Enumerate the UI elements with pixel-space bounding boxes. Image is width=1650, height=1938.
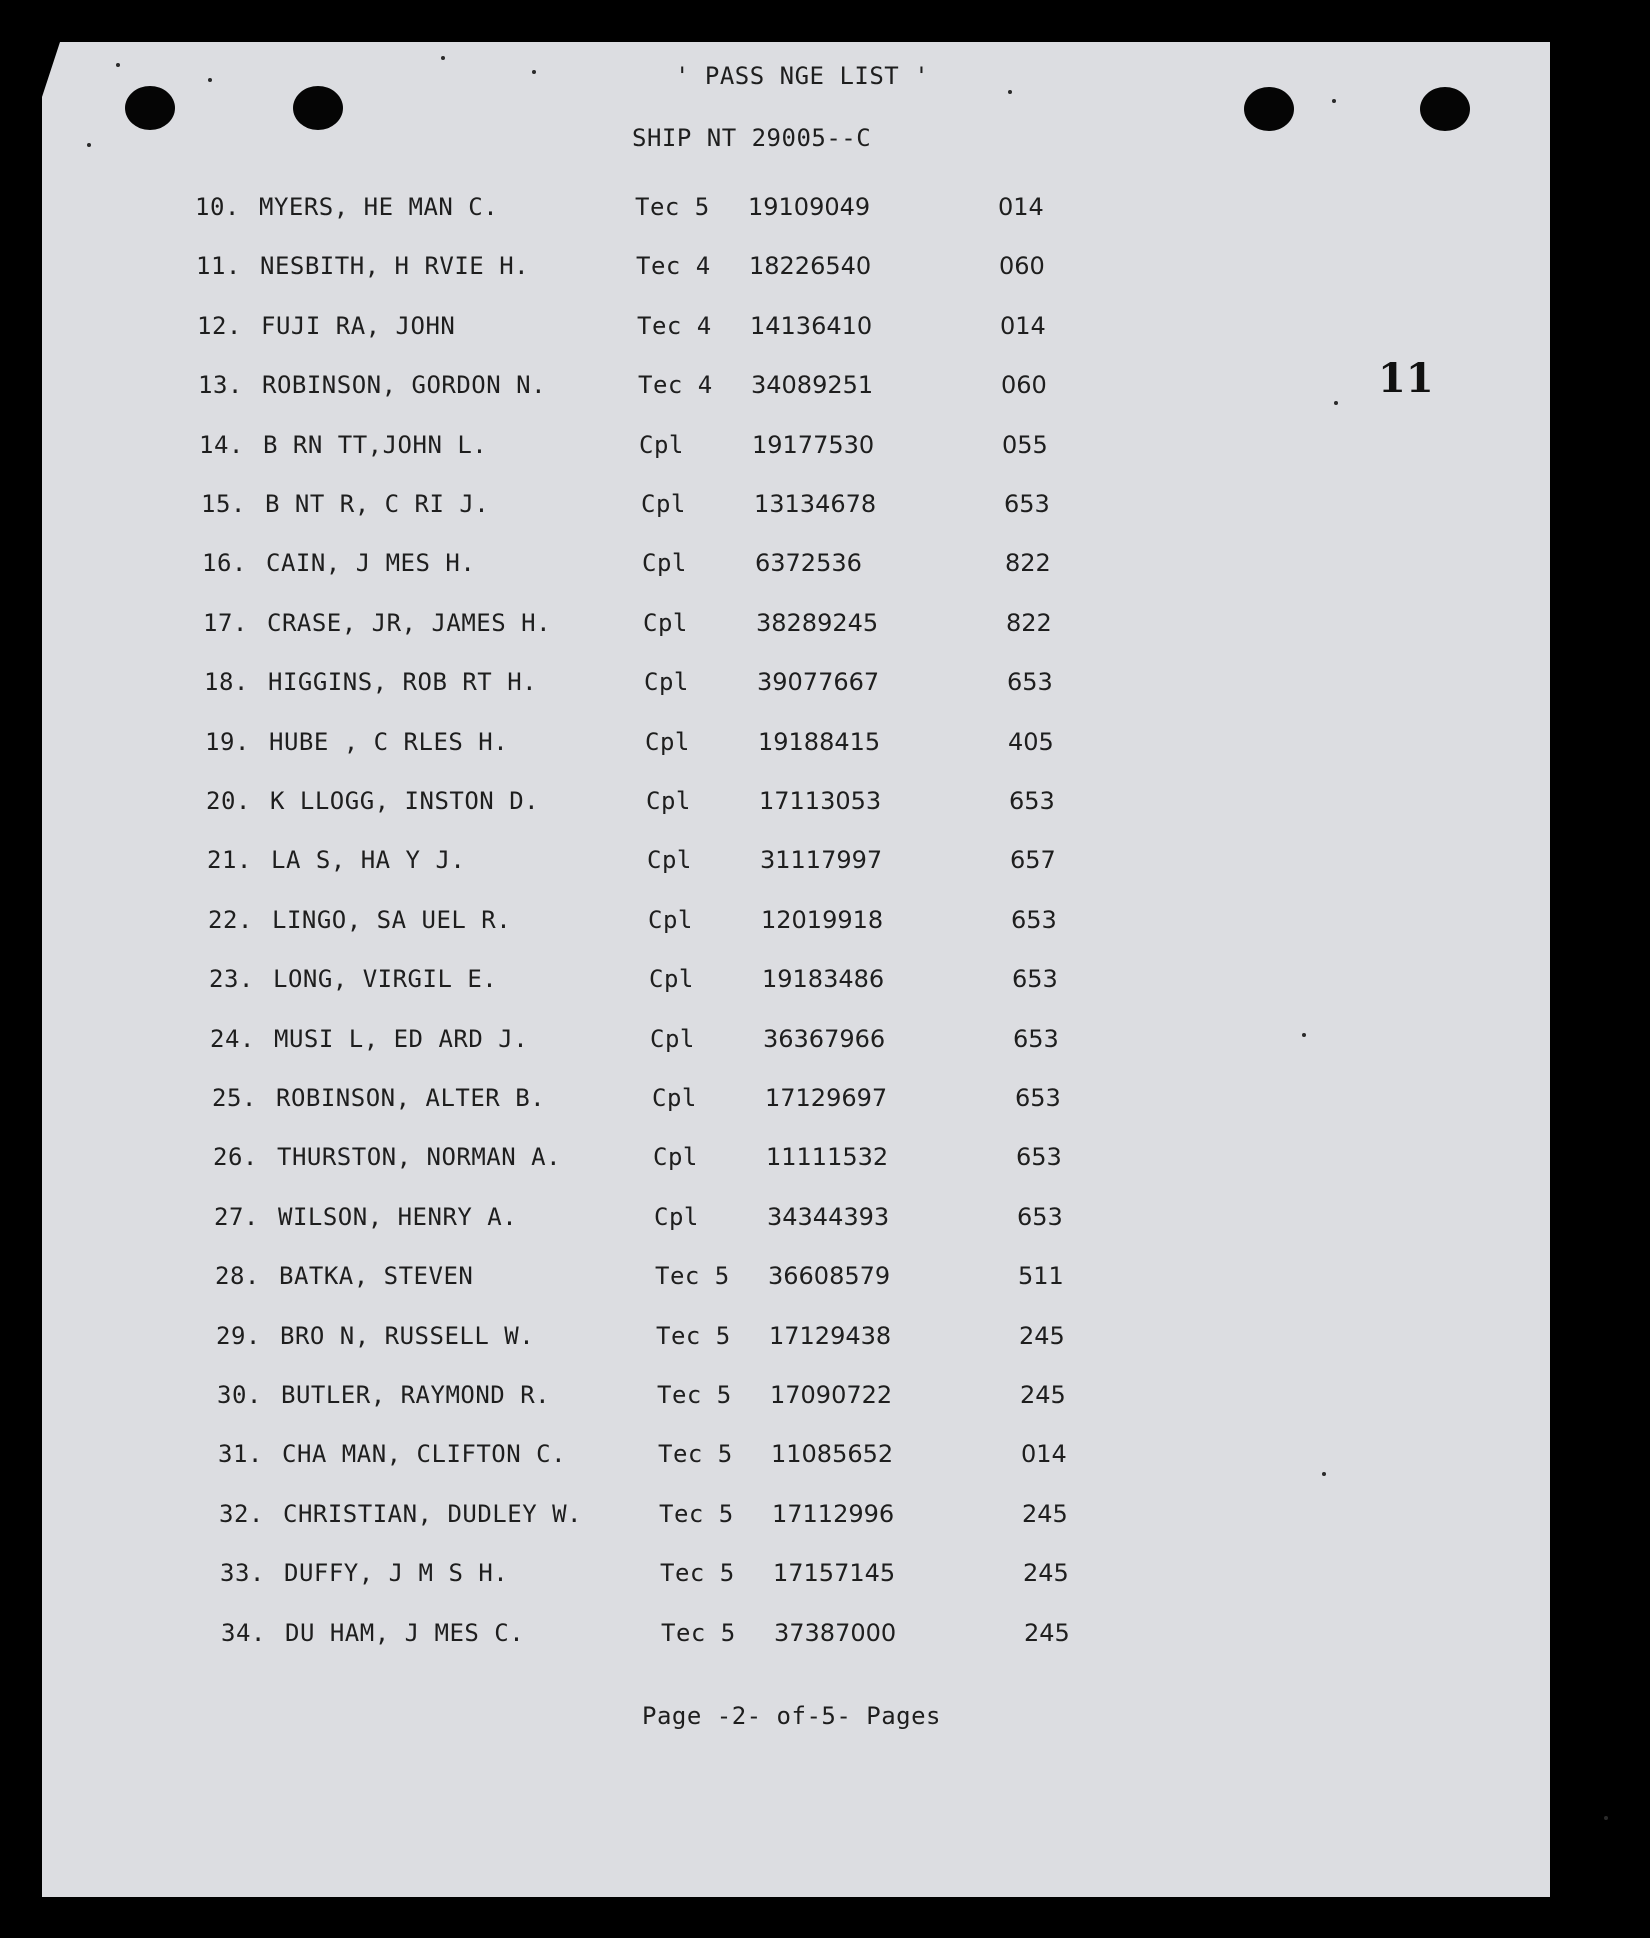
passenger-name: MUSI L, ED ARD J.	[274, 1025, 529, 1053]
passenger-name: DUFFY, J M S H.	[284, 1559, 509, 1587]
passenger-name: BUTLER, RAYMOND R.	[281, 1381, 551, 1409]
serial-number: 11111532	[766, 1143, 889, 1171]
serial-number: 17090722	[770, 1381, 893, 1409]
row-number: 27.	[214, 1203, 259, 1231]
serial-number: 6372536	[755, 549, 862, 577]
mos-code: 822	[1005, 549, 1051, 577]
passenger-rank: Tec 5	[657, 1381, 732, 1409]
table-row	[213, 1143, 1133, 1177]
serial-number: 19188415	[758, 728, 881, 756]
row-number: 32.	[219, 1500, 264, 1528]
serial-number: 13134678	[754, 490, 877, 518]
passenger-rank: Tec 4	[637, 312, 712, 340]
row-number: 34.	[221, 1619, 266, 1647]
serial-number: 39077667	[757, 668, 880, 696]
mos-code: 014	[998, 193, 1044, 221]
row-number: 26.	[213, 1143, 258, 1171]
serial-number: 36608579	[768, 1262, 891, 1290]
table-row	[203, 609, 1123, 643]
passenger-rank: Tec 5	[635, 193, 710, 221]
row-number: 12.	[197, 312, 242, 340]
passenger-name: WILSON, HENRY A.	[278, 1203, 518, 1231]
row-number: 16.	[202, 549, 247, 577]
serial-number: 34089251	[751, 371, 874, 399]
passenger-name: HUBE , C RLES H.	[269, 728, 509, 756]
mos-code: 653	[1016, 1143, 1062, 1171]
passenger-rank: Cpl	[649, 965, 694, 993]
row-number: 23.	[209, 965, 254, 993]
table-row	[202, 549, 1122, 583]
row-number: 13.	[198, 371, 243, 399]
passenger-rank: Cpl	[652, 1084, 697, 1112]
passenger-name: B NT R, C RI J.	[265, 490, 490, 518]
serial-number: 17129438	[769, 1322, 892, 1350]
passenger-rank: Tec 5	[659, 1500, 734, 1528]
table-row	[217, 1381, 1137, 1415]
row-number: 20.	[206, 787, 251, 815]
table-row	[214, 1203, 1134, 1237]
passenger-name: CHRISTIAN, DUDLEY W.	[283, 1500, 582, 1528]
mos-code: 653	[1012, 965, 1058, 993]
serial-number: 36367966	[763, 1025, 886, 1053]
serial-number: 19183486	[762, 965, 885, 993]
row-number: 25.	[212, 1084, 257, 1112]
passenger-name: LINGO, SA UEL R.	[272, 906, 512, 934]
passenger-name: BRO N, RUSSELL W.	[280, 1322, 535, 1350]
row-number: 18.	[204, 668, 249, 696]
serial-number: 31117997	[760, 846, 883, 874]
passenger-rank: Cpl	[639, 431, 684, 459]
mos-code: 245	[1019, 1322, 1065, 1350]
table-row	[212, 1084, 1132, 1118]
mos-code: 405	[1008, 728, 1054, 756]
passenger-rank: Tec 4	[638, 371, 713, 399]
shipment-number: SHIP NT 29005--C	[632, 124, 872, 152]
mos-code: 822	[1006, 609, 1052, 637]
table-row	[219, 1500, 1139, 1534]
passenger-name: CAIN, J MES H.	[266, 549, 476, 577]
passenger-rank: Cpl	[650, 1025, 695, 1053]
serial-number: 17157145	[773, 1559, 896, 1587]
serial-number: 19177530	[752, 431, 875, 459]
passenger-rank: Cpl	[641, 490, 686, 518]
table-row	[207, 846, 1127, 880]
page-stamp-number: 11	[1378, 355, 1434, 402]
mos-code: 653	[1007, 668, 1053, 696]
passenger-name: CRASE, JR, JAMES H.	[267, 609, 552, 637]
table-row	[205, 728, 1125, 762]
row-number: 14.	[199, 431, 244, 459]
passenger-name: LONG, VIRGIL E.	[273, 965, 498, 993]
table-row	[199, 431, 1119, 465]
mos-code: 014	[1021, 1440, 1067, 1468]
row-number: 10.	[195, 193, 240, 221]
passenger-rank: Cpl	[646, 787, 691, 815]
mos-code: 245	[1024, 1619, 1070, 1647]
passenger-name: BATKA, STEVEN	[279, 1262, 474, 1290]
table-row	[210, 1025, 1130, 1059]
table-row	[195, 193, 1115, 227]
serial-number: 19109049	[748, 193, 871, 221]
passenger-name: ROBINSON, ALTER B.	[276, 1084, 546, 1112]
passenger-rank: Cpl	[642, 549, 687, 577]
row-number: 28.	[215, 1262, 260, 1290]
row-number: 33.	[220, 1559, 265, 1587]
mos-code: 055	[1002, 431, 1048, 459]
passenger-name: THURSTON, NORMAN A.	[277, 1143, 562, 1171]
passenger-rank: Tec 4	[636, 252, 711, 280]
row-number: 17.	[203, 609, 248, 637]
passenger-rank: Cpl	[653, 1143, 698, 1171]
serial-number: 12019918	[761, 906, 884, 934]
passenger-name: HIGGINS, ROB RT H.	[268, 668, 538, 696]
passenger-rank: Cpl	[654, 1203, 699, 1231]
passenger-rank: Tec 5	[655, 1262, 730, 1290]
table-row	[201, 490, 1121, 524]
passenger-name: MYERS, HE MAN C.	[259, 193, 499, 221]
mos-code: 653	[1017, 1203, 1063, 1231]
row-number: 24.	[210, 1025, 255, 1053]
passenger-name: CHA MAN, CLIFTON C.	[282, 1440, 567, 1468]
table-row	[218, 1440, 1138, 1474]
passenger-name: ROBINSON, GORDON N.	[262, 371, 547, 399]
table-row	[215, 1262, 1135, 1296]
mos-code: 653	[1004, 490, 1050, 518]
serial-number: 18226540	[749, 252, 872, 280]
mos-code: 060	[1001, 371, 1047, 399]
serial-number: 34344393	[767, 1203, 890, 1231]
table-row	[197, 312, 1117, 346]
mos-code: 653	[1009, 787, 1055, 815]
passenger-name: K LLOGG, INSTON D.	[270, 787, 540, 815]
table-row	[220, 1559, 1140, 1593]
mos-code: 245	[1022, 1500, 1068, 1528]
mos-code: 060	[999, 252, 1045, 280]
mos-code: 653	[1015, 1084, 1061, 1112]
passenger-rank: Cpl	[643, 609, 688, 637]
passenger-rank: Cpl	[644, 668, 689, 696]
serial-number: 17129697	[765, 1084, 888, 1112]
table-row	[198, 371, 1118, 405]
row-number: 15.	[201, 490, 246, 518]
passenger-rank: Tec 5	[660, 1559, 735, 1587]
mos-code: 657	[1010, 846, 1056, 874]
page-footer: Page -2- of-5- Pages	[642, 1702, 941, 1730]
passenger-name: B RN TT,JOHN L.	[263, 431, 488, 459]
table-row	[209, 965, 1129, 999]
document-title: ' PASS NGE LIST '	[675, 62, 930, 90]
serial-number: 37387000	[774, 1619, 897, 1647]
serial-number: 38289245	[756, 609, 879, 637]
mos-code: 245	[1020, 1381, 1066, 1409]
passenger-name: NESBITH, H RVIE H.	[260, 252, 530, 280]
passenger-rank: Tec 5	[661, 1619, 736, 1647]
row-number: 30.	[217, 1381, 262, 1409]
passenger-rank: Cpl	[648, 906, 693, 934]
table-row	[208, 906, 1128, 940]
mos-code: 511	[1018, 1262, 1064, 1290]
row-number: 22.	[208, 906, 253, 934]
serial-number: 17112996	[772, 1500, 895, 1528]
passenger-rank: Tec 5	[656, 1322, 731, 1350]
table-row	[221, 1619, 1141, 1653]
table-row	[206, 787, 1126, 821]
serial-number: 14136410	[750, 312, 873, 340]
serial-number: 17113053	[759, 787, 882, 815]
row-number: 11.	[196, 252, 241, 280]
passenger-rank: Cpl	[647, 846, 692, 874]
row-number: 19.	[205, 728, 250, 756]
table-row	[216, 1322, 1136, 1356]
passenger-name: LA S, HA Y J.	[271, 846, 466, 874]
mos-code: 245	[1023, 1559, 1069, 1587]
row-number: 31.	[218, 1440, 263, 1468]
row-number: 21.	[207, 846, 252, 874]
mos-code: 014	[1000, 312, 1046, 340]
mos-code: 653	[1011, 906, 1057, 934]
passenger-rank: Cpl	[645, 728, 690, 756]
mos-code: 653	[1013, 1025, 1059, 1053]
table-row	[196, 252, 1116, 286]
passenger-name: FUJI RA, JOHN	[261, 312, 456, 340]
serial-number: 11085652	[771, 1440, 894, 1468]
passenger-rank: Tec 5	[658, 1440, 733, 1468]
table-row	[204, 668, 1124, 702]
passenger-name: DU HAM, J MES C.	[285, 1619, 525, 1647]
row-number: 29.	[216, 1322, 261, 1350]
